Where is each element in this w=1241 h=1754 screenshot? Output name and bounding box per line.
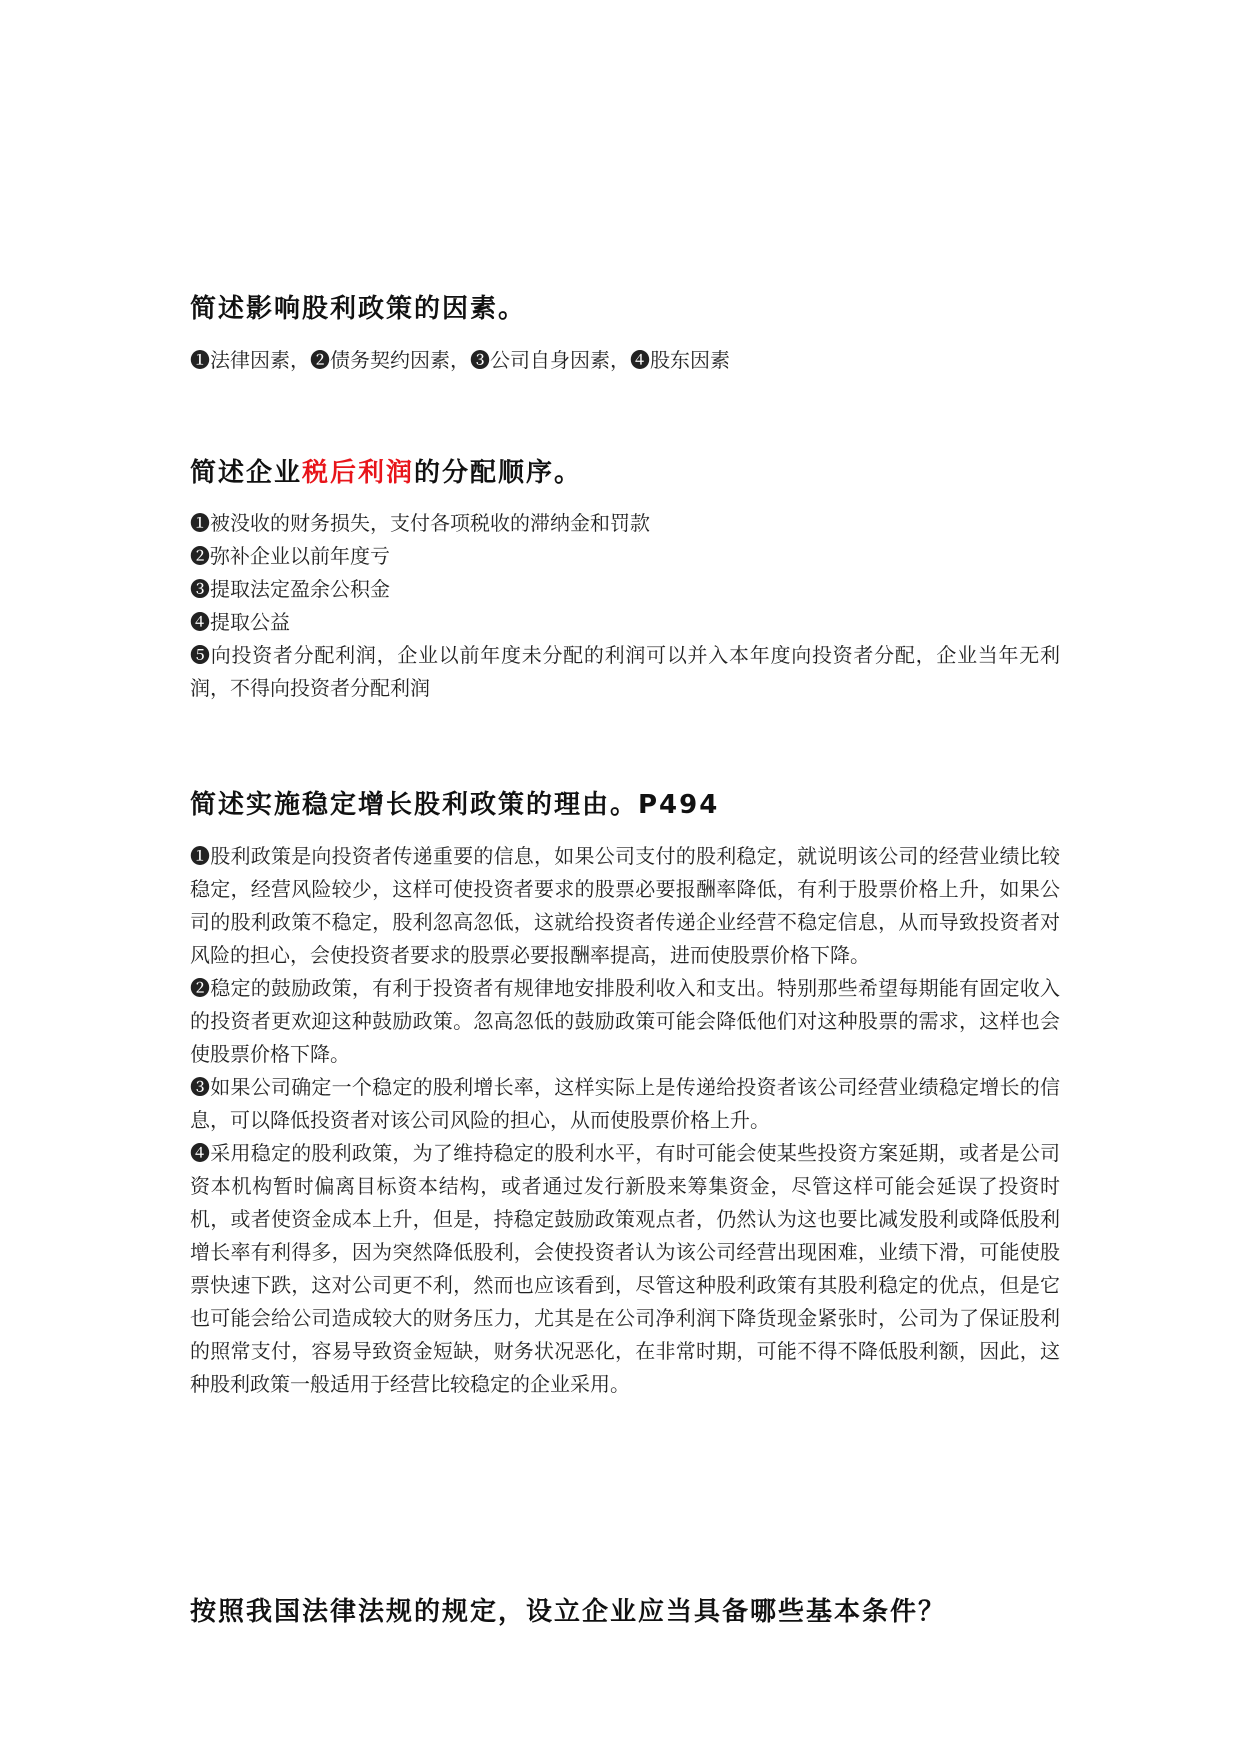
section-2-heading — [190, 456, 1060, 490]
section-1-heading: 简述影响股利政策的因素。 — [190, 294, 527, 324]
section-1-answer-text: ❶法律因素，❷债务契约因素，❸公司自身因素，❹股东因素 — [190, 348, 730, 372]
paragraph: ❸如果公司确定一个稳定的股利增长率，这样实际上是传递给投资者该公司经营业绩稳定增长的信息，可以降低投资者对该公司风险的担心，从而使股票价格上升。 — [190, 1075, 1060, 1132]
section-1-answer — [190, 344, 1060, 377]
list-item: ❺向投资者分配利润，企业以前年度未分配的利润可以并入本年度向投资者分配，企业当年无利润，不得向投资者分配利润 — [190, 643, 1060, 700]
section-4-heading: 按照我国法律法规的规定，设立企业应当具备哪些基本条件？ — [190, 1597, 947, 1627]
section-3-body — [190, 840, 1060, 1401]
paragraph: ❶股利政策是向投资者传递重要的信息，如果公司支付的股利稳定，就说明该公司的经营业绩比较稳定，经营风险较少，这样可使投资者要求的股票必要报酬率降低，有利于股票价格上升，如果公司的股利政策不稳定，股利忽高忽低，这就给投资者传递企业经营不稳定信息，从而导致投资者对风险的担心，会使投资者要求的股票必要报酬率提高，进而使股票价格下降。 — [190, 844, 1060, 967]
paragraph: ❷稳定的鼓励政策，有利于投资者有规律地安排股利收入和支出。特别那些希望每期能有固定收入的投资者更欢迎这种鼓励政策。忽高忽低的鼓励政策可能会降低他们对这种股票的需求，这样也会使股票价格下降。 — [190, 976, 1060, 1066]
list-item: ❸提取法定盈余公积金 — [190, 577, 390, 601]
list-item: ❶被没收的财务损失，支付各项税收的滞纳金和罚款 — [190, 511, 650, 535]
section-2-heading-highlight: 税后利润 — [302, 458, 415, 488]
section-3-heading: 简述实施稳定增长股利政策的理由。P494 — [190, 790, 720, 820]
section-2-list — [190, 507, 1060, 705]
section-2-heading-suffix: 的分配顺序。 — [414, 458, 583, 488]
list-item: ❷弥补企业以前年度亏 — [190, 544, 390, 568]
list-item: ❹提取公益 — [190, 610, 290, 634]
paragraph: ❹采用稳定的股利政策，为了维持稳定的股利水平，有时可能会使某些投资方案延期，或者是公司资本机构暂时偏离目标资本结构，或者通过发行新股来筹集资金，尽管这样可能会延误了投资时机，或者使资金成本上升，但是，持稳定鼓励政策观点者，仍然认为这也要比减发股利或降低股利增长率有利得多，因为突然降低股利，会使投资者认为该公司经营出现困难，业绩下滑，可能使股票快速下跌，这对公司更不利，然而也应该看到，尽管这种股利政策有其股利稳定的优点，但是它也可能会给公司造成较大的财务压力，尤其是在公司净利润下降货现金紧张时，公司为了保证股利的照常支付，容易导致资金短缺，财务状况恶化，在非常时期，可能不得不降低股利额，因此，这种股利政策一般适用于经营比较稳定的企业采用。 — [190, 1141, 1060, 1396]
section-2-heading-prefix: 简述企业 — [190, 458, 303, 488]
